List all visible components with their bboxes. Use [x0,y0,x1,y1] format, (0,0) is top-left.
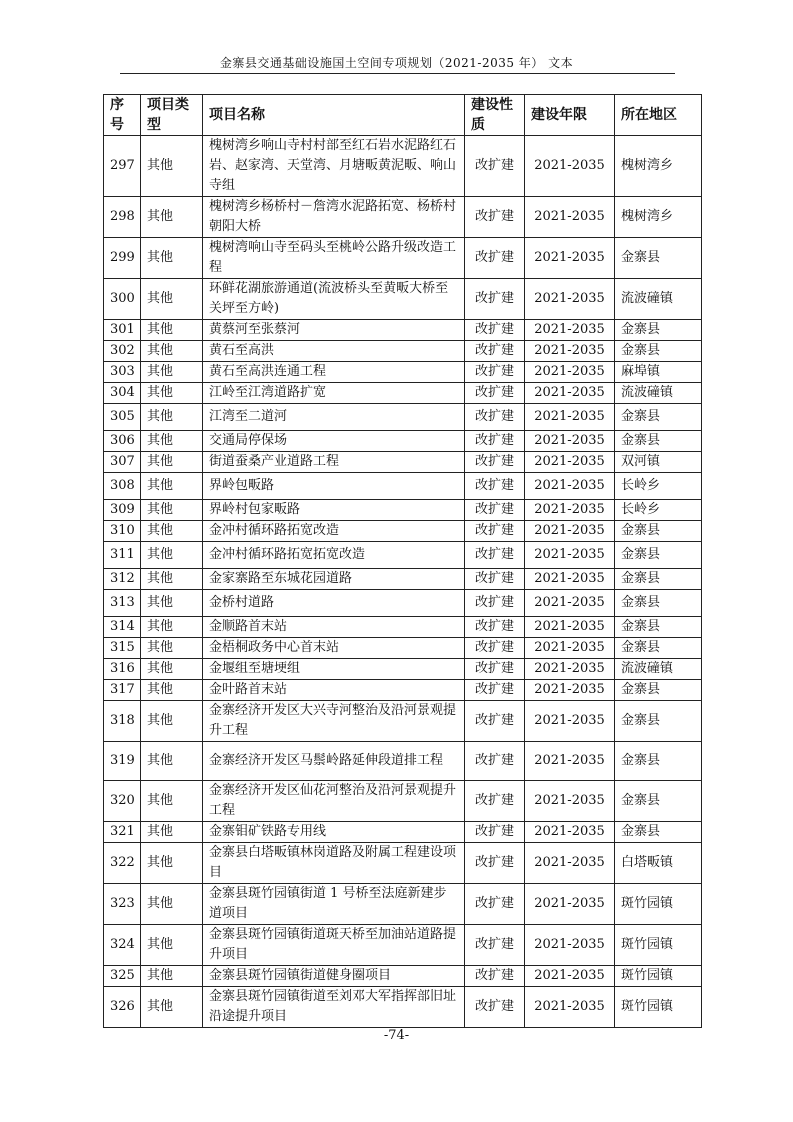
cell-name: 金寨县斑竹园镇街道健身圈项目 [203,966,465,987]
cell-type: 其他 [141,320,203,341]
cell-nature: 改扩建 [465,680,525,701]
cell-name: 环鲜花湖旅游通道(流波桥头至黄畈大桥至关坪至方岭) [203,279,465,320]
cell-no: 326 [104,987,141,1028]
header-nature: 建设性质 [465,95,525,136]
cell-years: 2021-2035 [525,542,615,569]
cell-location: 金寨县 [615,617,702,638]
cell-no: 306 [104,431,141,452]
cell-type: 其他 [141,987,203,1028]
cell-nature: 改扩建 [465,638,525,659]
cell-location: 金寨县 [615,238,702,279]
table-row [104,590,702,617]
cell-no: 300 [104,279,141,320]
cell-type: 其他 [141,617,203,638]
table-row [104,966,702,987]
table-row [104,452,702,473]
table-row [104,569,702,590]
cell-name: 金寨县斑竹园镇街道斑天桥至加油站道路提升项目 [203,925,465,966]
cell-type: 其他 [141,659,203,680]
cell-type: 其他 [141,701,203,742]
header-type: 项目类型 [141,95,203,136]
table-row [104,925,702,966]
cell-years: 2021-2035 [525,238,615,279]
cell-no: 311 [104,542,141,569]
cell-type: 其他 [141,383,203,404]
cell-years: 2021-2035 [525,843,615,884]
cell-nature: 改扩建 [465,966,525,987]
cell-nature: 改扩建 [465,238,525,279]
cell-nature: 改扩建 [465,569,525,590]
cell-name: 金家寨路至东城花园道路 [203,569,465,590]
header-years: 建设年限 [525,95,615,136]
table-row [104,521,702,542]
cell-type: 其他 [141,279,203,320]
cell-type: 其他 [141,742,203,781]
cell-years: 2021-2035 [525,136,615,197]
cell-location: 金寨县 [615,701,702,742]
cell-years: 2021-2035 [525,590,615,617]
page-number: -74- [383,1028,410,1043]
cell-type: 其他 [141,925,203,966]
cell-nature: 改扩建 [465,617,525,638]
cell-no: 323 [104,884,141,925]
cell-no: 321 [104,822,141,843]
cell-location: 斑竹园镇 [615,925,702,966]
table-row [104,136,702,197]
cell-name: 金寨经济开发区仙花河整治及沿河景观提升工程 [203,781,465,822]
table-row [104,341,702,362]
header-no: 序号 [104,95,141,136]
cell-name: 金冲村循环路拓宽改造 [203,521,465,542]
cell-no: 319 [104,742,141,781]
cell-years: 2021-2035 [525,341,615,362]
cell-name: 江湾至二道河 [203,404,465,431]
cell-nature: 改扩建 [465,197,525,238]
cell-nature: 改扩建 [465,781,525,822]
cell-nature: 改扩建 [465,383,525,404]
cell-name: 金梧桐政务中心首末站 [203,638,465,659]
cell-name: 金冲村循环路拓宽拓宽改造 [203,542,465,569]
cell-name: 金寨经济开发区马鬃岭路延伸段道排工程 [203,742,465,781]
cell-name: 金寨县斑竹园镇街道至刘邓大军指挥部旧址沿途提升项目 [203,987,465,1028]
header-rule [120,73,675,74]
cell-no: 318 [104,701,141,742]
table-row [104,320,702,341]
cell-location: 金寨县 [615,590,702,617]
cell-no: 305 [104,404,141,431]
cell-name: 黄石至高洪连通工程 [203,362,465,383]
table-row [104,781,702,822]
cell-type: 其他 [141,638,203,659]
cell-name: 界岭村包家畈路 [203,500,465,521]
cell-years: 2021-2035 [525,362,615,383]
cell-no: 304 [104,383,141,404]
cell-nature: 改扩建 [465,279,525,320]
table-row [104,742,702,781]
table-row [104,638,702,659]
cell-type: 其他 [141,473,203,500]
cell-location: 流波䃥镇 [615,659,702,680]
cell-years: 2021-2035 [525,500,615,521]
table-row [104,197,702,238]
table-row [104,843,702,884]
table-row [104,473,702,500]
cell-location: 槐树湾乡 [615,197,702,238]
cell-no: 303 [104,362,141,383]
cell-no: 316 [104,659,141,680]
cell-nature: 改扩建 [465,542,525,569]
cell-type: 其他 [141,843,203,884]
cell-no: 322 [104,843,141,884]
cell-name: 金堰组至塘埂组 [203,659,465,680]
cell-nature: 改扩建 [465,431,525,452]
cell-no: 310 [104,521,141,542]
cell-nature: 改扩建 [465,925,525,966]
cell-years: 2021-2035 [525,742,615,781]
table-row [104,404,702,431]
table-row [104,884,702,925]
cell-no: 299 [104,238,141,279]
cell-type: 其他 [141,966,203,987]
cell-type: 其他 [141,822,203,843]
cell-nature: 改扩建 [465,362,525,383]
cell-name: 金桥村道路 [203,590,465,617]
cell-nature: 改扩建 [465,701,525,742]
cell-name: 金寨县白塔畈镇林岗道路及附属工程建设项目 [203,843,465,884]
cell-type: 其他 [141,431,203,452]
cell-location: 金寨县 [615,822,702,843]
cell-location: 斑竹园镇 [615,987,702,1028]
cell-nature: 改扩建 [465,884,525,925]
cell-no: 302 [104,341,141,362]
cell-years: 2021-2035 [525,197,615,238]
table-row [104,987,702,1028]
cell-location: 斑竹园镇 [615,884,702,925]
cell-nature: 改扩建 [465,659,525,680]
table-row [104,822,702,843]
cell-location: 长岭乡 [615,473,702,500]
cell-years: 2021-2035 [525,987,615,1028]
cell-type: 其他 [141,542,203,569]
cell-location: 金寨县 [615,320,702,341]
cell-nature: 改扩建 [465,320,525,341]
cell-name: 金寨经济开发区大兴寺河整治及沿河景观提升工程 [203,701,465,742]
cell-nature: 改扩建 [465,473,525,500]
cell-years: 2021-2035 [525,569,615,590]
cell-no: 320 [104,781,141,822]
cell-nature: 改扩建 [465,136,525,197]
cell-no: 314 [104,617,141,638]
cell-type: 其他 [141,136,203,197]
cell-type: 其他 [141,362,203,383]
cell-no: 298 [104,197,141,238]
table-row [104,542,702,569]
cell-name: 槐树湾响山寺至码头至桃岭公路升级改造工程 [203,238,465,279]
table-row [104,680,702,701]
cell-nature: 改扩建 [465,500,525,521]
cell-nature: 改扩建 [465,341,525,362]
cell-type: 其他 [141,680,203,701]
cell-type: 其他 [141,521,203,542]
cell-type: 其他 [141,590,203,617]
cell-name: 金寨钼矿铁路专用线 [203,822,465,843]
cell-nature: 改扩建 [465,521,525,542]
cell-nature: 改扩建 [465,590,525,617]
table-row [104,701,702,742]
cell-years: 2021-2035 [525,701,615,742]
cell-years: 2021-2035 [525,452,615,473]
cell-name: 金寨县斑竹园镇街道 1 号桥至法庭新建步道项目 [203,884,465,925]
cell-location: 长岭乡 [615,500,702,521]
cell-location: 斑竹园镇 [615,966,702,987]
cell-years: 2021-2035 [525,966,615,987]
cell-type: 其他 [141,500,203,521]
cell-name: 黄蔡河至张蔡河 [203,320,465,341]
cell-nature: 改扩建 [465,404,525,431]
cell-name: 槐树湾乡响山寺村村部至红石岩水泥路红石岩、赵家湾、天堂湾、月塘畈黄泥畈、响山寺组 [203,136,465,197]
table-row [104,279,702,320]
cell-years: 2021-2035 [525,925,615,966]
cell-type: 其他 [141,404,203,431]
cell-no: 307 [104,452,141,473]
cell-location: 白塔畈镇 [615,843,702,884]
cell-name: 界岭包畈路 [203,473,465,500]
cell-no: 308 [104,473,141,500]
cell-years: 2021-2035 [525,659,615,680]
table-row [104,383,702,404]
cell-years: 2021-2035 [525,473,615,500]
cell-location: 金寨县 [615,742,702,781]
header-name: 项目名称 [203,95,465,136]
cell-years: 2021-2035 [525,431,615,452]
cell-name: 交通局停保场 [203,431,465,452]
table-row [104,659,702,680]
cell-years: 2021-2035 [525,279,615,320]
cell-years: 2021-2035 [525,781,615,822]
cell-no: 301 [104,320,141,341]
table-row [104,362,702,383]
cell-location: 流波䃥镇 [615,279,702,320]
cell-type: 其他 [141,781,203,822]
cell-years: 2021-2035 [525,383,615,404]
cell-location: 金寨县 [615,521,702,542]
cell-type: 其他 [141,197,203,238]
cell-years: 2021-2035 [525,822,615,843]
header-location: 所在地区 [615,95,702,136]
cell-no: 313 [104,590,141,617]
cell-name: 槐树湾乡杨桥村－詹湾水泥路拓宽、杨桥村朝阳大桥 [203,197,465,238]
cell-location: 双河镇 [615,452,702,473]
cell-location: 流波䃥镇 [615,383,702,404]
cell-location: 金寨县 [615,781,702,822]
cell-no: 297 [104,136,141,197]
table-row [104,500,702,521]
cell-location: 麻埠镇 [615,362,702,383]
cell-type: 其他 [141,884,203,925]
project-table [103,94,702,1028]
document-header: 金寨县交通基础设施国土空间专项规划（2021-2035 年） 文本 [219,56,574,70]
cell-type: 其他 [141,569,203,590]
cell-location: 金寨县 [615,431,702,452]
cell-no: 309 [104,500,141,521]
cell-name: 金顺路首末站 [203,617,465,638]
cell-years: 2021-2035 [525,617,615,638]
cell-years: 2021-2035 [525,320,615,341]
cell-nature: 改扩建 [465,987,525,1028]
cell-years: 2021-2035 [525,638,615,659]
cell-nature: 改扩建 [465,742,525,781]
cell-nature: 改扩建 [465,452,525,473]
cell-no: 324 [104,925,141,966]
cell-location: 槐树湾乡 [615,136,702,197]
cell-location: 金寨县 [615,404,702,431]
cell-years: 2021-2035 [525,404,615,431]
cell-years: 2021-2035 [525,884,615,925]
cell-no: 315 [104,638,141,659]
cell-years: 2021-2035 [525,680,615,701]
cell-location: 金寨县 [615,638,702,659]
cell-location: 金寨县 [615,341,702,362]
table-row [104,238,702,279]
cell-no: 325 [104,966,141,987]
cell-type: 其他 [141,341,203,362]
cell-name: 江岭至江湾道路扩宽 [203,383,465,404]
cell-nature: 改扩建 [465,843,525,884]
cell-location: 金寨县 [615,542,702,569]
cell-no: 317 [104,680,141,701]
cell-nature: 改扩建 [465,822,525,843]
cell-location: 金寨县 [615,569,702,590]
cell-no: 312 [104,569,141,590]
table-row [104,431,702,452]
cell-type: 其他 [141,238,203,279]
cell-type: 其他 [141,452,203,473]
cell-name: 街道蚕桑产业道路工程 [203,452,465,473]
cell-name: 金叶路首末站 [203,680,465,701]
cell-location: 金寨县 [615,680,702,701]
table-header-row [104,95,702,136]
table-row [104,617,702,638]
cell-name: 黄石至高洪 [203,341,465,362]
cell-years: 2021-2035 [525,521,615,542]
